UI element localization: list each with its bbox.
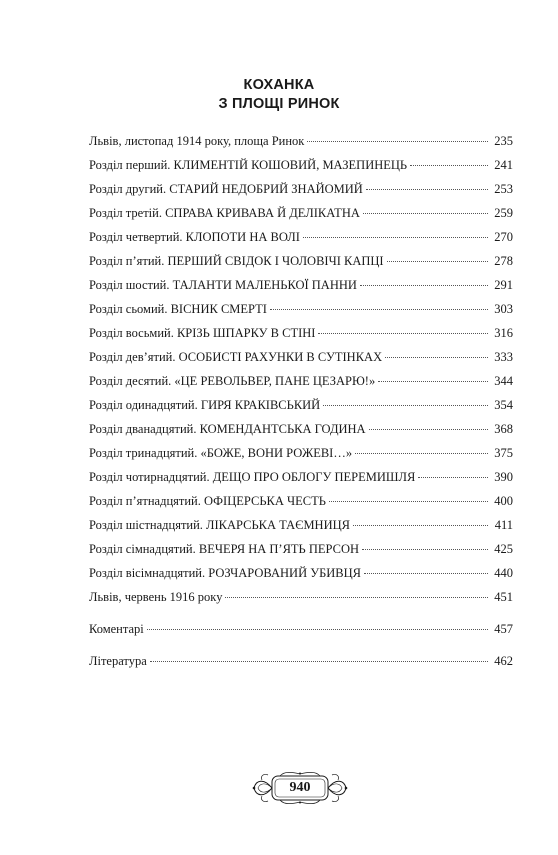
leader-dots	[366, 189, 488, 190]
toc-entry-page: 425	[494, 542, 513, 556]
leader-dots	[318, 333, 488, 334]
leader-dots	[378, 381, 488, 382]
toc-entry[interactable]	[89, 326, 513, 350]
title-line-1: КОХАНКА	[243, 77, 315, 93]
toc-entry-title: Розділ одинадцятий. ГИРЯ КРАКІВСЬКИЙ	[89, 398, 321, 412]
toc-entry-title: Розділ десятий. «ЦЕ РЕВОЛЬВЕР, ПАНЕ ЦЕЗАРЮ!»	[89, 374, 376, 388]
toc-entry[interactable]	[89, 350, 513, 374]
toc-entry[interactable]	[89, 470, 513, 494]
toc-entry-page: 344	[494, 374, 513, 388]
toc-entry[interactable]	[89, 542, 513, 566]
toc-entry[interactable]	[89, 566, 513, 590]
toc-entry-page: 270	[494, 230, 513, 244]
toc-entry-page: 333	[494, 350, 513, 364]
toc-entry-title: Львів, червень 1916 року	[89, 590, 223, 604]
toc-entry[interactable]	[89, 398, 513, 422]
toc-entry-title: Розділ шостий. ТАЛАНТИ МАЛЕНЬКОЇ ПАННИ	[89, 278, 357, 292]
leader-dots	[355, 453, 488, 454]
toc-entry-title: Розділ восьмий. КРІЗЬ ШПАРКУ В СТІНІ	[89, 326, 316, 340]
toc-entry-page: 440	[494, 566, 513, 580]
leader-dots	[410, 165, 488, 166]
leader-dots	[363, 213, 488, 214]
toc-entry-page: 400	[494, 494, 513, 508]
toc-entry-title: Розділ вісімнадцятий. РОЗЧАРОВАНИЙ УБИВЦЯ	[89, 566, 361, 580]
leader-dots	[360, 285, 488, 286]
toc-entry-title: Розділ дев’ятий. ОСОБИСТІ РАХУНКИ В СУТІНКАХ	[89, 350, 383, 364]
toc-entry-title: Львів, листопад 1914 року, площа Ринок	[89, 134, 305, 148]
page-number-ornament	[250, 770, 350, 806]
toc-entry-page: 241	[494, 158, 513, 172]
title-line-2: З ПЛОЩІ РИНОК	[218, 96, 340, 112]
toc-entry-title: Література	[89, 654, 147, 668]
leader-dots	[329, 501, 488, 502]
toc-entry-page: 316	[494, 326, 513, 340]
leader-dots	[150, 661, 488, 662]
leader-dots	[385, 357, 488, 358]
toc-entry-title: Розділ тринадцятий. «БОЖЕ, ВОНИ РОЖЕВІ…»	[89, 446, 353, 460]
toc-entry-title: Розділ чотирнадцятий. ДЕЩО ПРО ОБЛОГУ ПЕРЕМИШЛЯ	[89, 470, 416, 484]
toc-entry-page: 390	[494, 470, 513, 484]
leader-dots	[303, 237, 488, 238]
leader-dots	[364, 573, 488, 574]
toc-entry-title: Розділ третій. СПРАВА КРИВАВА Й ДЕЛІКАТНА	[89, 206, 360, 220]
toc-entry-page: 303	[494, 302, 513, 316]
toc-entry-literature[interactable]	[89, 654, 513, 678]
toc-entry[interactable]	[89, 494, 513, 518]
leader-dots	[418, 477, 488, 478]
toc-entry[interactable]	[89, 590, 513, 614]
toc-entry[interactable]	[89, 230, 513, 254]
toc-entry-page: 354	[494, 398, 513, 412]
toc-entry-title: Розділ перший. КЛИМЕНТІЙ КОШОВИЙ, МАЗЕПИНЕЦЬ	[89, 158, 408, 172]
toc-entry-page: 259	[494, 206, 513, 220]
toc-entry-page: 253	[494, 182, 513, 196]
leader-dots	[369, 429, 488, 430]
leader-dots	[147, 629, 488, 630]
leader-dots	[307, 141, 488, 142]
toc-entry[interactable]	[89, 422, 513, 446]
page-number: 940	[289, 780, 311, 795]
toc-entry[interactable]	[89, 374, 513, 398]
toc-entry-page: 451	[494, 590, 513, 604]
toc-entry-title: Розділ четвертий. КЛОПОТИ НА ВОЛІ	[89, 230, 300, 244]
toc-entry-page: 375	[494, 446, 513, 460]
table-of-contents	[89, 134, 513, 678]
leader-dots	[270, 309, 488, 310]
toc-entry-comments[interactable]	[89, 622, 513, 646]
toc-entry[interactable]	[89, 206, 513, 230]
toc-entry-page: 457	[494, 622, 513, 636]
toc-entry-title: Розділ сьомий. ВІСНИК СМЕРТІ	[89, 302, 267, 316]
toc-entry[interactable]	[89, 446, 513, 470]
toc-entry[interactable]	[89, 278, 513, 302]
toc-entry-page: 291	[494, 278, 513, 292]
toc-entry-title: Розділ другий. СТАРИЙ НЕДОБРИЙ ЗНАЙОМИЙ	[89, 182, 363, 196]
book-title	[0, 76, 558, 114]
toc-entry-page: 278	[494, 254, 513, 268]
toc-entry-page: 368	[494, 422, 513, 436]
toc-entry[interactable]	[89, 158, 513, 182]
toc-entry-title: Розділ п’ятнадцятий. ОФІЦЕРСЬКА ЧЕСТЬ	[89, 494, 326, 508]
toc-entry[interactable]	[89, 302, 513, 326]
leader-dots	[353, 525, 488, 526]
toc-entry[interactable]	[89, 254, 513, 278]
toc-entry-page: 462	[494, 654, 513, 668]
toc-entry-page: 235	[494, 134, 513, 148]
toc-entry-title: Розділ сімнадцятий. ВЕЧЕРЯ НА П’ЯТЬ ПЕРСОН	[89, 542, 360, 556]
leader-dots	[225, 597, 488, 598]
leader-dots	[387, 261, 488, 262]
leader-dots	[323, 405, 488, 406]
toc-entry[interactable]	[89, 518, 513, 542]
toc-entry-title: Розділ дванадцятий. КОМЕНДАНТСЬКА ГОДИНА	[89, 422, 366, 436]
toc-entry-page: 411	[494, 518, 513, 532]
toc-entry-title: Розділ п’ятий. ПЕРШИЙ СВІДОК І ЧОЛОВІЧІ КАПЦІ	[89, 254, 384, 268]
toc-entry-title: Розділ шістнадцятий. ЛІКАРСЬКА ТАЄМНИЦЯ	[89, 518, 350, 532]
toc-entry[interactable]	[89, 182, 513, 206]
toc-entry[interactable]	[89, 134, 513, 158]
leader-dots	[362, 549, 488, 550]
toc-entry-title: Коментарі	[89, 622, 144, 636]
